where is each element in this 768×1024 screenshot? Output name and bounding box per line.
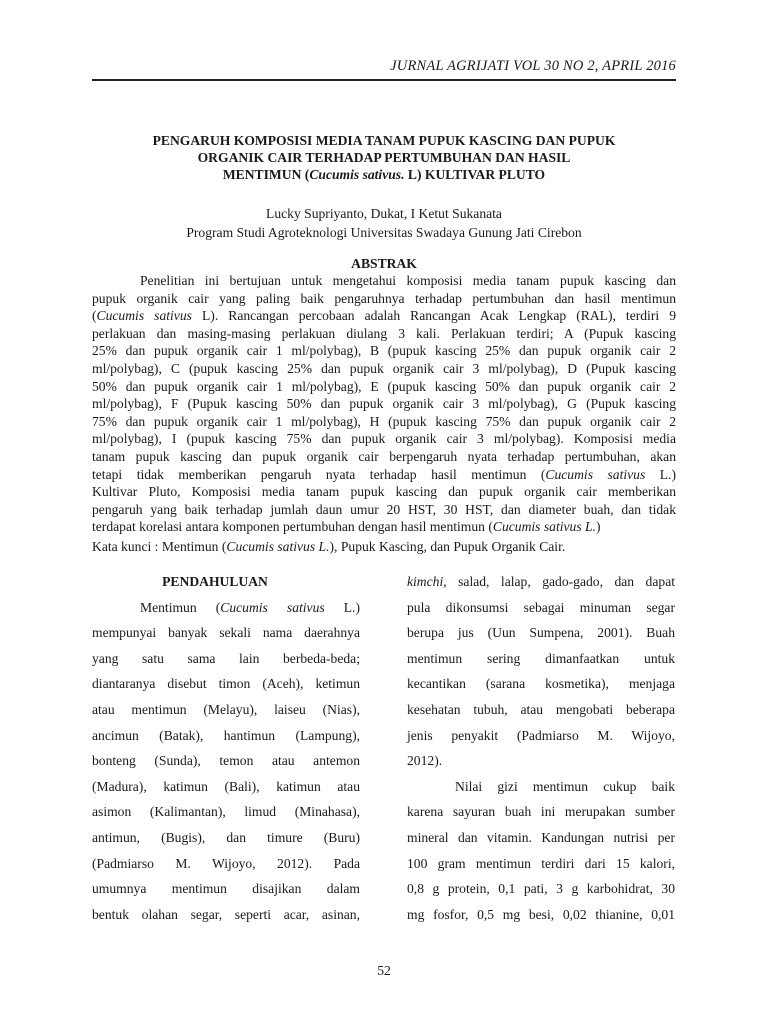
abstract-line: ml/polybag), I (pupuk kascing 75% dan pupuk organik cair 3 ml/polybag). Komposisi media [92, 431, 676, 447]
body-text-line: bonteng (Sunda), temon atau antemon [92, 753, 360, 769]
title-line: PENGARUH KOMPOSISI MEDIA TANAM PUPUK KASCING DAN PUPUK [152, 133, 616, 148]
body-text-line: umumnya mentimun disajikan dalam [92, 881, 360, 897]
left-column [92, 569, 360, 927]
body-text-line: pula dikonsumsi sebagai minuman segar [407, 599, 675, 615]
abstract-heading: ABSTRAK [351, 256, 417, 271]
body-text-line: (Padmiarso M. Wijoyo, 2012). Pada [92, 855, 360, 871]
abstract-line: tanam pupuk kascing dan pupuk organik cair berpengaruh nyata terhadap pertumbuhan, akan [92, 448, 676, 464]
article-title [92, 132, 676, 183]
abstract-line: terdapat korelasi antara komponen pertumbuhan dengan hasil mentimun (Cucumis sativus L.) [92, 519, 601, 535]
body-text-line: berupa jus (Uun Sumpena, 2001). Buah [407, 625, 675, 641]
abstract-line: ml/polybag), F (Pupuk kascing 50% dan pupuk organik cair 3 ml/polybag), G (Pupuk kascing [92, 396, 676, 412]
abstract-line: ml/polybag), C (pupuk kascing 25% dan pupuk organik cair 3 ml/polybag), D (Pupuk kascing [92, 360, 676, 376]
author-names: Lucky Supriyanto, Dukat, I Ketut Sukanata [266, 206, 502, 221]
abstract-line: tetapi tidak memberikan pengaruh nyata terhadap hasil mentimun (Cucumis sativus L.) [92, 466, 676, 482]
right-column [407, 569, 675, 927]
body-text-line: mempunyai banyak sekali nama daerahnya [92, 625, 360, 641]
abstract-body [92, 272, 676, 536]
body-text-line: bentuk olahan segar, seperti acar, asinan, [92, 906, 360, 922]
author-block [92, 204, 676, 242]
body-text-line: kimchi, salad, lalap, gado-gado, dan dapat [407, 574, 675, 589]
body-text-line: antimun, (Bugis), dan timure (Buru) [92, 829, 360, 845]
header-rule [92, 79, 676, 81]
abstract-line: 75% dan pupuk organik cair 1 ml/polybag), H (pupuk kascing 75% dan pupuk organik cair 2 [92, 413, 676, 429]
body-text-line: atau mentimun (Melayu), laiseu (Nias), [92, 701, 360, 717]
body-text-line: 100 gram mentimun terdiri dari 15 kalori, [407, 855, 675, 871]
abstract-line: 50% dan pupuk organik cair 1 ml/polybag), E (pupuk kascing 50% dan pupuk organik cair 2 [92, 378, 676, 394]
page-number: 52 [377, 963, 391, 978]
body-text-line: 0,8 g protein, 0,1 pati, 3 g karbohidrat, 30 [407, 881, 675, 897]
body-text-line: karena sayuran buah ini merupakan sumber [407, 804, 675, 820]
body-text-line: Nilai gizi mentimun cukup baik [455, 778, 675, 794]
body-text-line: ancimun (Batak), hantimun (Lampung), [92, 727, 360, 743]
section-heading: PENDAHULUAN [162, 574, 268, 589]
body-text-line: (Madura), katimun (Bali), katimun atau [92, 778, 360, 794]
body-text-line: jenis penyakit (Padmiarso M. Wijoyo, [407, 727, 675, 743]
author-affiliation: Program Studi Agroteknologi Universitas Swadaya Gunung Jati Cirebon [186, 225, 582, 240]
abstract-line: 25% dan pupuk organik cair 1 ml/polybag), B (pupuk kascing 25% dan pupuk organik cair 2 [92, 343, 676, 359]
abstract-line: pupuk organik cair yang paling baik pengaruhnya terhadap pertumbuhan dan hasil mentimun [92, 290, 676, 306]
keywords: Kata kunci : Mentimun (Cucumis sativus L.), Pupuk Kascing, dan Pupuk Organik Cair. [92, 539, 566, 554]
journal-header: JURNAL AGRIJATI VOL 30 NO 2, APRIL 2016 [390, 58, 676, 74]
abstract-line: Penelitian ini bertujuan untuk mengetahui komposisi media tanam pupuk kascing dan [140, 273, 676, 288]
body-text-line: 2012). [407, 753, 443, 769]
body-text-line: mg fosfor, 0,5 mg besi, 0,02 thianine, 0,01 [407, 906, 675, 922]
abstract-line: Kultivar Pluto, Komposisi media tanam pupuk kascing dan pupuk organik cair memberikan [92, 484, 676, 500]
body-text-line: yang satu sama lain berbeda-beda; [92, 650, 360, 666]
body-text-line: Mentimun (Cucumis sativus L.) [140, 599, 360, 615]
title-line: MENTIMUN (Cucumis sativus. L) KULTIVAR PLUTO [222, 167, 546, 182]
abstract-line: perlakuan dan masing-masing perlakuan diulang 3 kali. Perlakuan terdiri; A (Pupuk kascing [92, 325, 676, 341]
body-text-line: diantaranya disebut timon (Aceh), ketimun [92, 676, 360, 692]
body-text-line: mentimun sering dimanfaatkan untuk [407, 650, 675, 666]
title-line: ORGANIK CAIR TERHADAP PERTUMBUHAN DAN HASIL [197, 150, 571, 165]
body-text-line: asimon (Kalimantan), limud (Minahasa), [92, 804, 360, 820]
abstract-line: pengaruh yang baik terhadap jumlah daun umur 20 HST, 30 HST, dan diameter buah, dan tidak [92, 501, 676, 517]
body-text-line: kecantikan (sarana kosmetika), menjaga [407, 676, 675, 692]
body-text-line: mineral dan vitamin. Kandungan nutrisi per [407, 829, 675, 845]
abstract-line: (Cucumis sativus L). Rancangan percobaan adalah Rancangan Acak Lengkap (RAL), terdiri 9 [92, 308, 676, 324]
body-text-line: kesehatan tubuh, atau mengobati beberapa [407, 701, 675, 717]
